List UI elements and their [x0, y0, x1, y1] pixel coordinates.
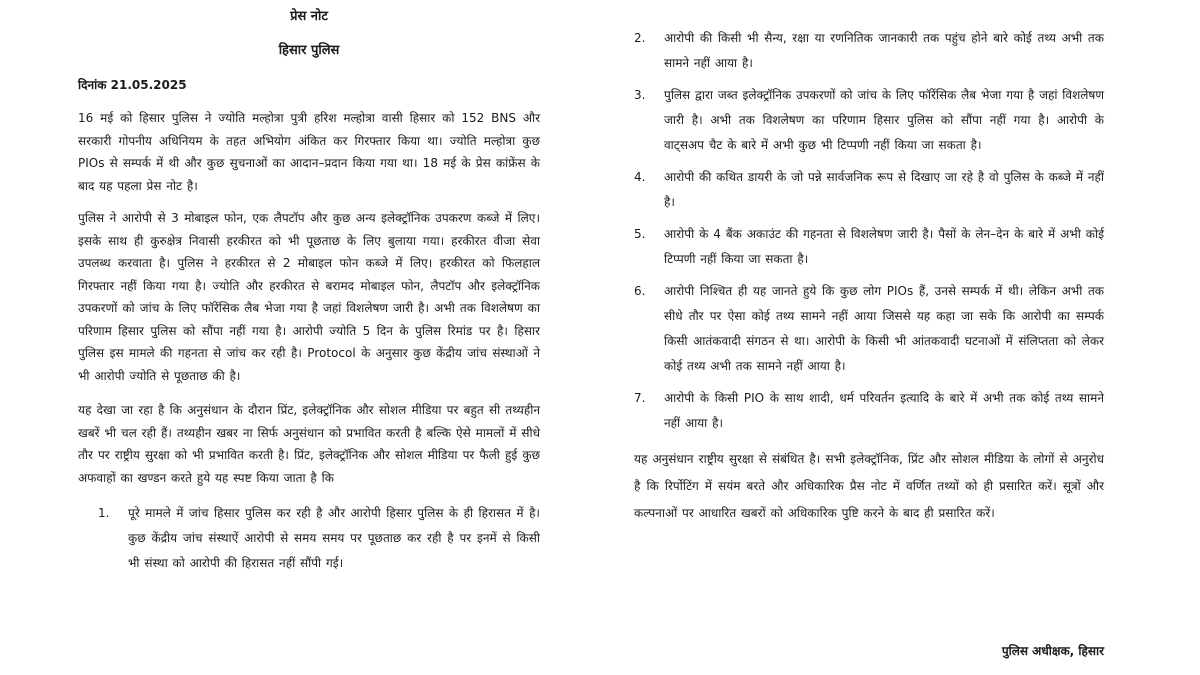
list-item — [634, 165, 1104, 215]
list-item — [634, 386, 1104, 436]
paragraph-arrest: 16 मई को हिसार पुलिस ने ज्योति मल्होत्रा पुत्री हरिश मल्होत्रा वासी हिसार को 152 BNS और सरकारी गोपनीय अधिनियम के तहत अभियोग अंकित कर गिरफ्तार किया था। ज्योति मल्होत्रा कुछ PIOs से सम्पर्क में थी और कुछ सुचनाओं का आदान–प्रदान किया गया था। 18 मई के प्रेस कांफ्रेंस के बाद यह पहला प्रेस नोट है। — [78, 111, 540, 193]
list-item-number: 2. — [634, 31, 646, 45]
list-item-number: 1. — [98, 506, 110, 520]
points-list-left — [78, 501, 540, 576]
page-subtitle: हिसार पुलिस — [278, 43, 340, 58]
list-item-text: आरोपी निश्चित ही यह जानते हुये कि कुछ लोग PIOs हैं, उनसे सम्पर्क में थी। लेकिन अभी तक सीधे तौर पर ऐसा कोई तथ्य सामने नहीं आया जिससे यह कहा जा सके कि आरोपी का सम्पर्क किसी आतंकवादी संगठन से था। आरोपी के किसी भी आंतकवादी घटनाओं में संलिप्तता को लेकर कोई तथ्य अभी तक सामने नहीं आया है। — [664, 284, 1104, 373]
list-item-text: आरोपी की किसी भी सैन्य, रक्षा या रणनितिक जानकारी तक पहुंच होने बारे कोई तथ्य अभी तक सामने नहीं आया है। — [664, 31, 1104, 70]
list-item-number: 6. — [634, 284, 646, 298]
list-item-text: पुलिस द्वारा जब्त इलेक्ट्रॉनिक उपकरणों को जांच के लिए फॉरेंसिक लैब भेजा गया है जहां विशलेषण जारी है। अभी तक विशलेषण का परिणाम हिसार पुलिस को सौंपा नहीं गया है। आरोपी के वाट्सअप चैट के बारे में अभी कुछ भी टिप्पणी नहीं किया जा सकता है। — [664, 88, 1104, 152]
paragraph-media: यह देखा जा रहा है कि अनुसंधान के दौरान प्रिंट, इलेक्ट्रॉनिक और सोशल मीडिया पर बहुत सी तथ्यहीन खबरें भी चल रही हैं। तथ्यहीन खबर ना सिर्फ अनुसंधान को प्रभावित करती है बल्कि ऐसे मामलों में सीधे तौर पर राष्ट्रीय सुरक्षा को भी प्रभावित करती है। प्रिंट, इलेक्ट्रॉनिक और सोशल मीडिया पर फैली हुई कुछ अफवाहों का खण्डन करते हुये यह स्पष्ट किया जाता है कि — [78, 403, 540, 485]
page-title: प्रेस नोट — [290, 9, 328, 24]
list-item-number: 5. — [634, 227, 646, 241]
closing-paragraph: यह अनुसंधान राष्ट्रीय सुरक्षा से संबंधित है। सभी इलेक्ट्रॉनिक, प्रिंट और सोशल मीडिया के लोगों से अनुरोध है कि रिर्पोटिंग में सयंम बरते और अधिकारिक प्रैस नोट में वर्णित तथ्यों को ही प्रसारित करें। सूत्रों और कल्पनाओं पर आधारित खबरों को अधिकारिक पुष्टि करने के बाद ही प्रसारित करें। — [634, 452, 1104, 520]
list-item — [98, 501, 540, 576]
left-column — [78, 6, 540, 576]
list-item-text: आरोपी के 4 बैंक अकाउंट की गहनता से विशलेषण जारी है। पैसों के लेन–देन के बारे में अभी कोई टिप्पणी नहीं किया जा सकता है। — [664, 227, 1104, 266]
list-item — [634, 26, 1104, 76]
list-item-text: पूरे मामले में जांच हिसार पुलिस कर रही है और आरोपी हिसार पुलिस के ही हिरासत में है। कुछ केंद्रीय जांच संस्थाऐं आरोपी से समय समय पर पूछताछ कर रही है पर इनमें से किसी भी संस्था को आरोपी की हिरासत नहीं सौंपी गई। — [128, 506, 540, 570]
list-item-text: आरोपी के किसी PIO के साथ शादी, धर्म परिवर्तन इत्यादि के बारे में अभी तक कोई तथ्य सामने नहीं आया है। — [664, 391, 1104, 430]
list-item-number: 7. — [634, 391, 646, 405]
list-item-number: 3. — [634, 88, 646, 102]
signature: पुलिस अधीक्षक, हिसार — [1001, 644, 1104, 658]
list-item — [634, 222, 1104, 272]
list-item-number: 4. — [634, 170, 646, 184]
right-column — [634, 26, 1104, 527]
date-label: दिनांक 21.05.2025 — [78, 78, 187, 92]
list-item — [634, 83, 1104, 158]
list-item — [634, 279, 1104, 379]
paragraph-seizure: पुलिस ने आरोपी से 3 मोबाइल फोन, एक लैपटॉप और कुछ अन्य इलेक्ट्रॉनिक उपकरण कब्जे में लिए। इसके साथ ही कुरुक्षेत्र निवासी हरकीरत को भी पूछताछ के लिए बुलाया गया। हरकीरत वीजा सेवा उपलब्ध करवाता है। पुलिस ने हरकीरत से 2 मोबाइल फोन कब्जे में लिए। हरकीरत को फिलहाल गिरफ्तार नहीं किया गया है। ज्योति और हरकीरत से बरामद मोबाइल फोन, लैपटॉप और इलेक्ट्रॉनिक उपकरणों को जांच के लिए फॉरेंसिक लैब भेजा गया है जहां विशलेषण जारी है। अभी तक विशलेषण का परिणाम हिसार पुलिस को सौंपा नहीं गया है। आरोपी ज्योति 5 दिन के पुलिस रिमांड पर है। हिसार पुलिस इस मामले की गहनता से जांच कर रही है। Protocol के अनुसार कुछ केंद्रीय जांच संस्थाओं ने भी आरोपी ज्योति से पूछताछ की है। — [78, 211, 540, 383]
list-item-text: आरोपी की कथित डायरी के जो पन्ने सार्वजनिक रूप से दिखाए जा रहे है वो पुलिस के कब्जे में नहीं है। — [664, 170, 1104, 209]
